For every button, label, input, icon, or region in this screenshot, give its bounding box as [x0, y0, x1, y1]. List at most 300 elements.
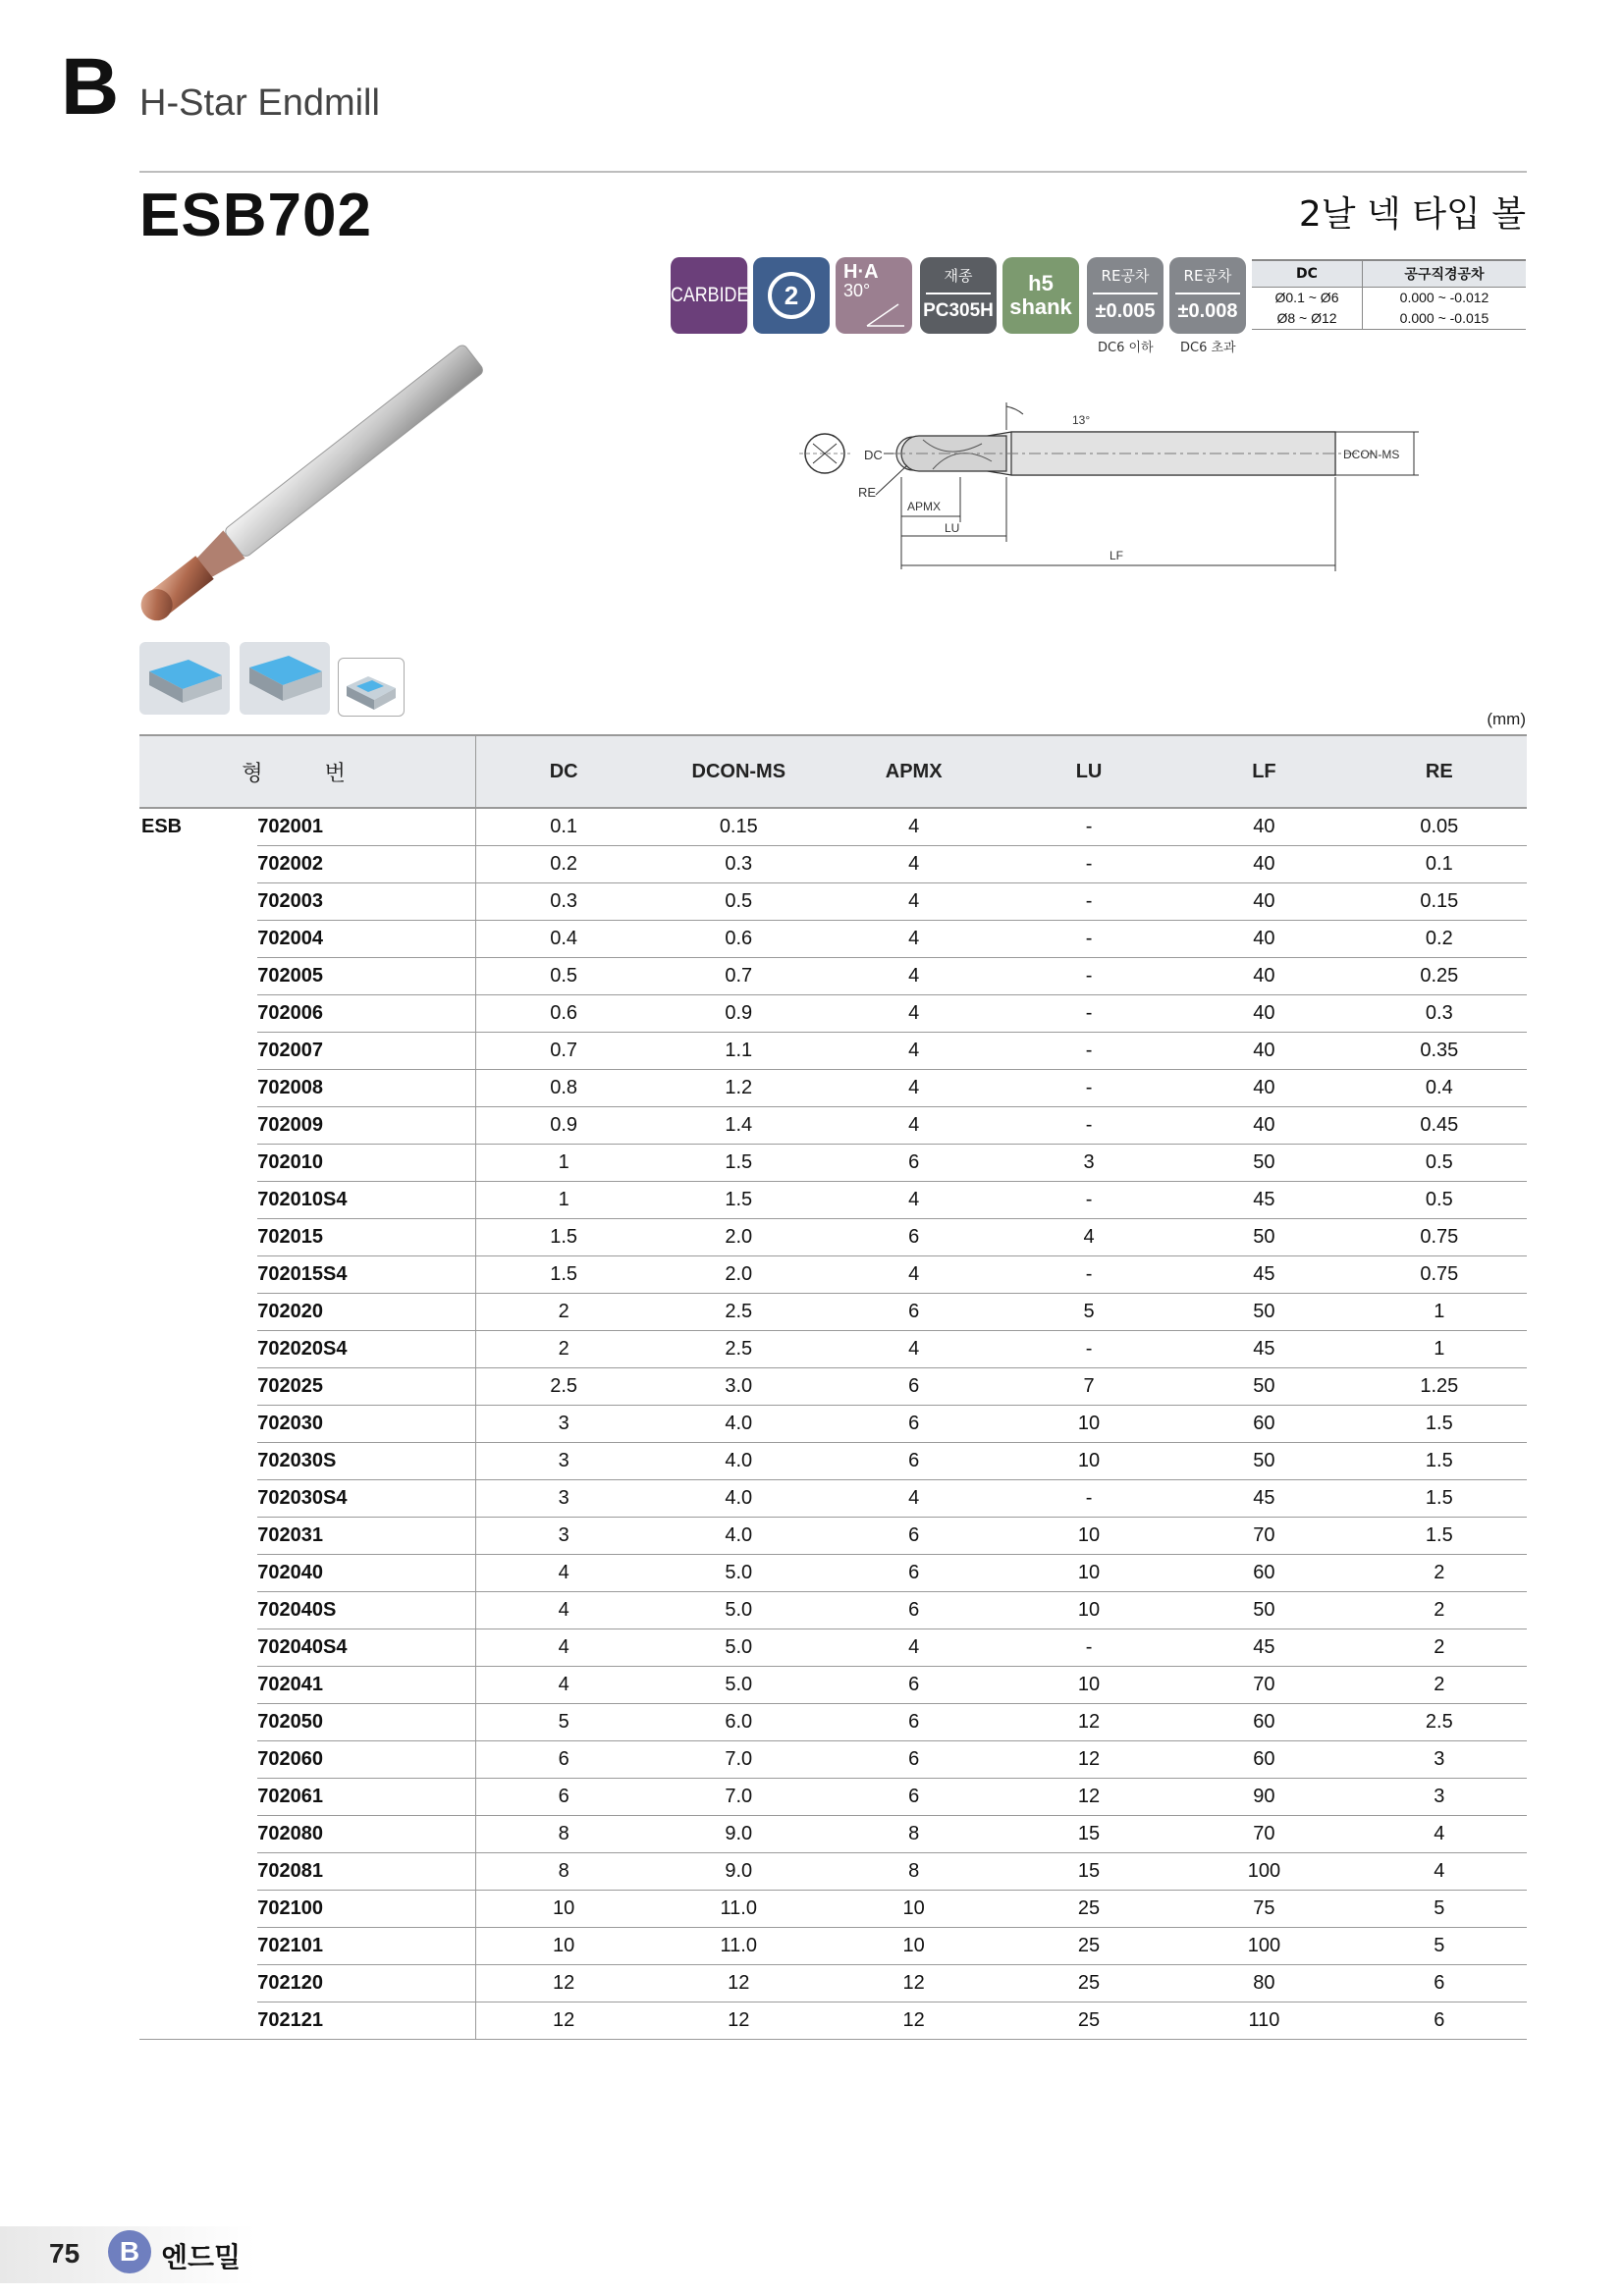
series-cell: [139, 1368, 257, 1406]
apmx-cell: 6: [826, 1555, 1001, 1592]
lu-cell: 15: [1001, 1816, 1176, 1853]
apmx-cell: 6: [826, 1518, 1001, 1555]
apmx-cell: 8: [826, 1816, 1001, 1853]
dc-cell: 2: [476, 1331, 651, 1368]
dcon-ms-cell: 2.5: [651, 1331, 826, 1368]
label-apmx: APMX: [907, 500, 942, 513]
lu-cell: -: [1001, 1629, 1176, 1667]
lu-cell: -: [1001, 1182, 1176, 1219]
re-cell: 4: [1352, 1853, 1527, 1891]
lu-cell: 10: [1001, 1555, 1176, 1592]
part-number-cell: 702004: [257, 921, 475, 958]
dcon-ms-cell: 4.0: [651, 1518, 826, 1555]
dcon-ms-cell: 7.0: [651, 1741, 826, 1779]
part-number-cell: 702030S4: [257, 1480, 475, 1518]
series-cell: [139, 958, 257, 995]
series-cell: [139, 995, 257, 1033]
label-dc: DC: [864, 448, 883, 462]
dcon-ms-cell: 5.0: [651, 1592, 826, 1629]
table-row: [139, 1368, 1527, 1406]
table-row: [139, 1667, 1527, 1704]
re-cell: 6: [1352, 1965, 1527, 2002]
series-cell: [139, 1331, 257, 1368]
tol-cell: 0.000 ~ -0.012: [1399, 290, 1489, 305]
apmx-cell: 4: [826, 883, 1001, 921]
shank-badge: [1002, 257, 1079, 334]
part-number-cell: 702061: [257, 1779, 475, 1816]
series-cell: [139, 1443, 257, 1480]
re-cell: 2: [1352, 1667, 1527, 1704]
table-row: [139, 883, 1527, 921]
lf-cell: 60: [1176, 1704, 1351, 1741]
dcon-ms-cell: 0.9: [651, 995, 826, 1033]
header-apmx: APMX: [826, 735, 1001, 808]
re-cell: 0.45: [1352, 1107, 1527, 1145]
header-re: RE: [1352, 735, 1527, 808]
re-cell: 0.25: [1352, 958, 1527, 995]
apmx-cell: 6: [826, 1219, 1001, 1256]
lf-cell: 60: [1176, 1406, 1351, 1443]
lf-cell: 45: [1176, 1331, 1351, 1368]
re-tol-value: ±0.005: [1095, 300, 1156, 322]
lu-cell: -: [1001, 921, 1176, 958]
lf-cell: 110: [1176, 2002, 1351, 2040]
lf-cell: 45: [1176, 1256, 1351, 1294]
section-badge: B: [108, 2230, 151, 2273]
dcon-ms-cell: 12: [651, 2002, 826, 2040]
lu-cell: 25: [1001, 1928, 1176, 1965]
series-cell: [139, 1965, 257, 2002]
coating-grade: PC305H: [923, 300, 994, 321]
re-tol-title: RE공차: [1101, 267, 1150, 285]
helix-label: H·A: [843, 261, 879, 283]
lu-cell: -: [1001, 1331, 1176, 1368]
part-number-cell: 702081: [257, 1853, 475, 1891]
part-number-cell: 702025: [257, 1368, 475, 1406]
lf-cell: 40: [1176, 995, 1351, 1033]
lu-cell: -: [1001, 995, 1176, 1033]
apmx-cell: 6: [826, 1592, 1001, 1629]
dc-cell: 10: [476, 1891, 651, 1928]
re-cell: 1.5: [1352, 1518, 1527, 1555]
re-cell: 0.35: [1352, 1033, 1527, 1070]
table-row: [139, 1219, 1527, 1256]
model-title: ESB702: [139, 182, 372, 249]
re-cell: 0.15: [1352, 883, 1527, 921]
series-cell: [139, 1704, 257, 1741]
apmx-cell: 6: [826, 1406, 1001, 1443]
dcon-ms-cell: 0.7: [651, 958, 826, 995]
dcon-ms-cell: 9.0: [651, 1853, 826, 1891]
series-cell: [139, 1592, 257, 1629]
part-number-cell: 702010: [257, 1145, 475, 1182]
apmx-cell: 6: [826, 1294, 1001, 1331]
table-row: [139, 1182, 1527, 1219]
lf-cell: 60: [1176, 1555, 1351, 1592]
coating-badge: [920, 257, 997, 334]
flute-icon: [753, 257, 830, 334]
part-number-cell: 702060: [257, 1741, 475, 1779]
lu-cell: 10: [1001, 1518, 1176, 1555]
dc-cell: 0.2: [476, 846, 651, 883]
model-subtitle: 2날 넥 타입 볼: [1298, 194, 1526, 235]
lf-cell: 45: [1176, 1629, 1351, 1667]
series-cell: [139, 1518, 257, 1555]
apmx-cell: 4: [826, 808, 1001, 846]
dcon-ms-cell: 0.3: [651, 846, 826, 883]
part-number-cell: 702050: [257, 1704, 475, 1741]
dc-cell: 0.5: [476, 958, 651, 995]
apmx-cell: 4: [826, 1182, 1001, 1219]
lu-cell: 7: [1001, 1368, 1176, 1406]
dc-cell: 0.1: [476, 808, 651, 846]
part-number-cell: 702030: [257, 1406, 475, 1443]
dcon-ms-cell: 1.1: [651, 1033, 826, 1070]
dcon-ms-cell: 11.0: [651, 1928, 826, 1965]
table-row: [139, 1256, 1527, 1294]
part-number-cell: 702041: [257, 1667, 475, 1704]
flute-count-badge: [753, 257, 830, 334]
lf-cell: 80: [1176, 1965, 1351, 2002]
header-part-number: 형 번: [139, 735, 476, 808]
dcon-ms-cell: 12: [651, 1965, 826, 2002]
lu-cell: 3: [1001, 1145, 1176, 1182]
dcon-ms-cell: 0.6: [651, 921, 826, 958]
carbide-badge: CARBIDE: [671, 257, 747, 334]
specification-table: [139, 734, 1527, 2040]
table-row: [139, 1480, 1527, 1518]
dcon-ms-cell: 7.0: [651, 1779, 826, 1816]
section-letter: B: [61, 42, 120, 132]
label-lu: LU: [945, 521, 960, 535]
table-row: [139, 1891, 1527, 1928]
slotting-application-icon: [139, 642, 230, 715]
table-row: [139, 1704, 1527, 1741]
label-dconms: DCON-MS: [1343, 448, 1400, 461]
series-cell: [139, 846, 257, 883]
table-row: [139, 1294, 1527, 1331]
series-cell: [139, 1033, 257, 1070]
lf-cell: 40: [1176, 921, 1351, 958]
table-row: [139, 1965, 1527, 2002]
lf-cell: 50: [1176, 1368, 1351, 1406]
table-row: [139, 1555, 1527, 1592]
part-number-cell: 702100: [257, 1891, 475, 1928]
dc-cell: 3: [476, 1443, 651, 1480]
diameter-tolerance-table: [1252, 259, 1526, 330]
lf-cell: 40: [1176, 808, 1351, 846]
dc-cell: 12: [476, 1965, 651, 2002]
part-number-cell: 702009: [257, 1107, 475, 1145]
lu-cell: -: [1001, 1256, 1176, 1294]
lf-cell: 90: [1176, 1779, 1351, 1816]
header-dc: DC: [476, 735, 651, 808]
dc-cell: 1.5: [476, 1256, 651, 1294]
re-cell: 0.75: [1352, 1219, 1527, 1256]
re-tolerance-large-badge: [1169, 257, 1246, 334]
helix-angle-value: 30°: [843, 281, 871, 300]
lu-cell: 10: [1001, 1406, 1176, 1443]
label-re: RE: [858, 485, 877, 500]
page-number: 75: [49, 2238, 81, 2269]
dc-cell: 0.8: [476, 1070, 651, 1107]
series-cell: [139, 1928, 257, 1965]
dcon-ms-cell: 0.5: [651, 883, 826, 921]
label-angle: 13°: [1072, 413, 1091, 427]
lu-cell: -: [1001, 883, 1176, 921]
dcon-ms-cell: 1.4: [651, 1107, 826, 1145]
lu-cell: -: [1001, 958, 1176, 995]
lu-cell: 25: [1001, 1891, 1176, 1928]
lf-cell: 50: [1176, 1592, 1351, 1629]
apmx-cell: 4: [826, 1629, 1001, 1667]
tol-header-tolerance: 공구직경공차: [1363, 260, 1527, 288]
dc-cell: 0.7: [476, 1033, 651, 1070]
lu-cell: 12: [1001, 1741, 1176, 1779]
table-row: [139, 1518, 1527, 1555]
part-number-cell: 702031: [257, 1518, 475, 1555]
part-number-cell: 702002: [257, 846, 475, 883]
series-cell: [139, 1294, 257, 1331]
dc-cell: 0.9: [476, 1107, 651, 1145]
re-cell: 0.05: [1352, 808, 1527, 846]
re-cell: 0.75: [1352, 1256, 1527, 1294]
section-title: H-Star Endmill: [139, 82, 380, 124]
apmx-cell: 6: [826, 1368, 1001, 1406]
table-row: [139, 1816, 1527, 1853]
apmx-cell: 6: [826, 1704, 1001, 1741]
dcon-ms-cell: 5.0: [651, 1555, 826, 1592]
dc-cell: 4: [476, 1629, 651, 1667]
unit-label: (mm): [1487, 710, 1526, 728]
series-cell: [139, 883, 257, 921]
table-row: [139, 2002, 1527, 2040]
lf-cell: 70: [1176, 1518, 1351, 1555]
dcon-ms-cell: 5.0: [651, 1629, 826, 1667]
apmx-cell: 6: [826, 1779, 1001, 1816]
lu-cell: -: [1001, 1107, 1176, 1145]
dcon-ms-cell: 2.0: [651, 1256, 826, 1294]
grooving-application-icon: [338, 658, 405, 717]
table-row: [139, 1741, 1527, 1779]
series-cell: [139, 1816, 257, 1853]
series-cell: [139, 1107, 257, 1145]
dcon-ms-cell: 3.0: [651, 1368, 826, 1406]
helix-angle-badge: [836, 257, 912, 334]
lf-cell: 50: [1176, 1294, 1351, 1331]
table-row: [139, 1853, 1527, 1891]
table-row: [139, 1331, 1527, 1368]
lf-cell: 45: [1176, 1182, 1351, 1219]
table-row: [139, 1779, 1527, 1816]
apmx-cell: 4: [826, 995, 1001, 1033]
dc-cell: 1: [476, 1145, 651, 1182]
table-row: [139, 1107, 1527, 1145]
dc-cell: 1: [476, 1182, 651, 1219]
re-cell: 4: [1352, 1816, 1527, 1853]
apmx-cell: 4: [826, 1480, 1001, 1518]
part-number-cell: 702020S4: [257, 1331, 475, 1368]
table-row: [139, 958, 1527, 995]
dc-cell: 5: [476, 1704, 651, 1741]
table-row: [139, 846, 1527, 883]
table-row: [139, 1406, 1527, 1443]
lf-cell: 60: [1176, 1741, 1351, 1779]
part-number-cell: 702121: [257, 2002, 475, 2040]
dcon-ms-cell: 0.15: [651, 808, 826, 846]
lf-cell: 70: [1176, 1667, 1351, 1704]
re-tol-1-note: DC6 이하: [1098, 341, 1154, 355]
dimension-diagram: [785, 393, 1434, 579]
re-cell: 1.25: [1352, 1368, 1527, 1406]
lu-cell: 12: [1001, 1704, 1176, 1741]
dc-cell: 10: [476, 1928, 651, 1965]
re-cell: 1.5: [1352, 1443, 1527, 1480]
dcon-ms-cell: 4.0: [651, 1480, 826, 1518]
re-cell: 0.2: [1352, 921, 1527, 958]
lu-cell: -: [1001, 1070, 1176, 1107]
apmx-cell: 8: [826, 1853, 1001, 1891]
table-row: [139, 1070, 1527, 1107]
table-row: [139, 1928, 1527, 1965]
dcon-ms-cell: 2.0: [651, 1219, 826, 1256]
re-cell: 3: [1352, 1779, 1527, 1816]
dcon-ms-cell: 1.5: [651, 1145, 826, 1182]
lu-cell: -: [1001, 1480, 1176, 1518]
dcon-ms-cell: 5.0: [651, 1667, 826, 1704]
part-number-cell: 702015: [257, 1219, 475, 1256]
lf-cell: 40: [1176, 1107, 1351, 1145]
svg-text:2: 2: [784, 281, 799, 310]
dc-cell: 8: [476, 1816, 651, 1853]
lf-cell: 50: [1176, 1219, 1351, 1256]
series-cell: [139, 1145, 257, 1182]
coating-title: 재종: [944, 267, 973, 285]
lf-cell: 40: [1176, 1070, 1351, 1107]
dc-cell: 0.6: [476, 995, 651, 1033]
tol-cell: 0.000 ~ -0.015: [1363, 308, 1527, 330]
dcon-ms-cell: 6.0: [651, 1704, 826, 1741]
part-number-cell: 702008: [257, 1070, 475, 1107]
apmx-cell: 4: [826, 921, 1001, 958]
re-cell: 1: [1352, 1331, 1527, 1368]
part-number-cell: 702040S: [257, 1592, 475, 1629]
apmx-cell: 4: [826, 1033, 1001, 1070]
part-number-cell: 702120: [257, 1965, 475, 2002]
lu-cell: 25: [1001, 2002, 1176, 2040]
lf-cell: 40: [1176, 1033, 1351, 1070]
apmx-cell: 10: [826, 1928, 1001, 1965]
table-row: [139, 1592, 1527, 1629]
lf-cell: 40: [1176, 883, 1351, 921]
apmx-cell: 4: [826, 1331, 1001, 1368]
part-number-cell: 702001: [257, 808, 475, 846]
label-lf: LF: [1110, 549, 1124, 562]
part-number-cell: 702101: [257, 1928, 475, 1965]
part-number-cell: 702040S4: [257, 1629, 475, 1667]
tol-cell: Ø8 ~ Ø12: [1252, 308, 1363, 330]
lu-cell: -: [1001, 846, 1176, 883]
part-number-cell: 702015S4: [257, 1256, 475, 1294]
dc-cell: 8: [476, 1853, 651, 1891]
part-number-cell: 702003: [257, 883, 475, 921]
lf-cell: 45: [1176, 1480, 1351, 1518]
apmx-cell: 6: [826, 1667, 1001, 1704]
angle-icon: [865, 300, 906, 328]
re-cell: 0.3: [1352, 995, 1527, 1033]
lu-cell: 5: [1001, 1294, 1176, 1331]
re-cell: 2.5: [1352, 1704, 1527, 1741]
apmx-cell: 6: [826, 1443, 1001, 1480]
lf-cell: 75: [1176, 1891, 1351, 1928]
dc-cell: 2.5: [476, 1368, 651, 1406]
series-cell: [139, 1741, 257, 1779]
header-lu: LU: [1001, 735, 1176, 808]
part-number-cell: 702007: [257, 1033, 475, 1070]
header-divider: [139, 171, 1527, 173]
header-dcon-ms: DCON-MS: [651, 735, 826, 808]
dc-cell: 0.3: [476, 883, 651, 921]
dc-cell: 0.4: [476, 921, 651, 958]
table-row: [139, 1033, 1527, 1070]
lu-cell: 4: [1001, 1219, 1176, 1256]
part-number-cell: 702010S4: [257, 1182, 475, 1219]
apmx-cell: 10: [826, 1891, 1001, 1928]
dc-cell: 3: [476, 1518, 651, 1555]
header-lf: LF: [1176, 735, 1351, 808]
apmx-cell: 4: [826, 1070, 1001, 1107]
part-number-cell: 702006: [257, 995, 475, 1033]
re-tol-2-note: DC6 초과: [1180, 341, 1236, 355]
re-tol-title: RE공차: [1183, 267, 1232, 285]
series-cell: [139, 1555, 257, 1592]
lf-cell: 50: [1176, 1145, 1351, 1182]
dcon-ms-cell: 1.5: [651, 1182, 826, 1219]
tol-header-dc: DC: [1252, 260, 1363, 288]
series-cell: [139, 1891, 257, 1928]
endmill-photo: [128, 294, 560, 628]
lf-cell: 40: [1176, 958, 1351, 995]
dcon-ms-cell: 9.0: [651, 1816, 826, 1853]
re-cell: 0.5: [1352, 1145, 1527, 1182]
series-cell: [139, 1629, 257, 1667]
table-row: [139, 921, 1527, 958]
re-tol-value: ±0.008: [1177, 300, 1238, 322]
series-cell: [139, 1779, 257, 1816]
dc-cell: 2: [476, 1294, 651, 1331]
table-row: [139, 808, 1527, 846]
apmx-cell: 6: [826, 1145, 1001, 1182]
re-cell: 1.5: [1352, 1480, 1527, 1518]
lu-cell: 12: [1001, 1779, 1176, 1816]
lu-cell: -: [1001, 808, 1176, 846]
part-number-cell: 702080: [257, 1816, 475, 1853]
dcon-ms-cell: 4.0: [651, 1406, 826, 1443]
lu-cell: -: [1001, 1033, 1176, 1070]
re-cell: 2: [1352, 1629, 1527, 1667]
table-row: [139, 1629, 1527, 1667]
dc-cell: 12: [476, 2002, 651, 2040]
re-cell: 5: [1352, 1928, 1527, 1965]
dc-cell: 1.5: [476, 1219, 651, 1256]
part-number-cell: 702040: [257, 1555, 475, 1592]
profiling-application-icon: [240, 642, 330, 715]
lu-cell: 15: [1001, 1853, 1176, 1891]
apmx-cell: 6: [826, 1741, 1001, 1779]
dcon-ms-cell: 2.5: [651, 1294, 826, 1331]
part-number-cell: 702030S: [257, 1443, 475, 1480]
dcon-ms-cell: 1.2: [651, 1070, 826, 1107]
